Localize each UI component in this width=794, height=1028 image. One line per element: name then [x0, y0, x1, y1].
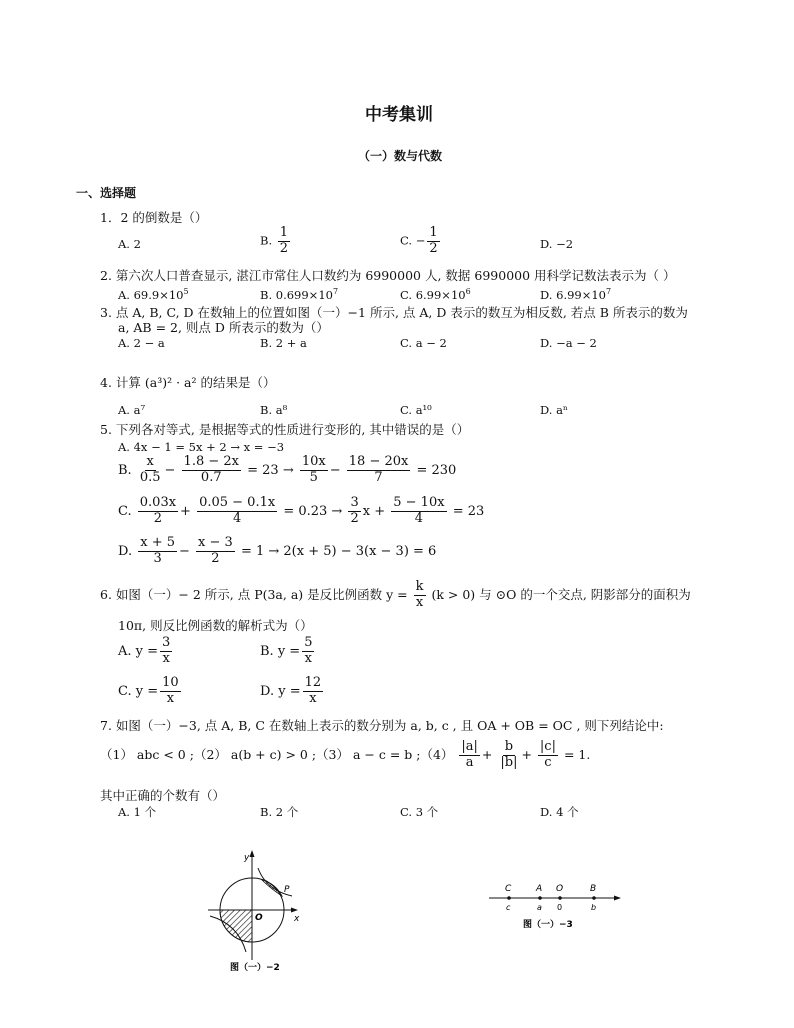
q5-option-b: B. $\frac{x}{0.5}$ − $\frac{1.8 - 2x}{0.7}$ = 23 → $\frac{10x}{5}$ − $\frac{18 - 20x}{7}$ = 230 [118, 454, 457, 485]
y-axis-arrow [250, 850, 255, 857]
label-O: O [556, 884, 564, 894]
value-a: a [537, 903, 542, 912]
x-label: x [294, 914, 300, 924]
shaded-region-lower-left [220, 910, 252, 942]
q4-stem: 4. 计算 (a³)² · a² 的结果是（） [100, 375, 276, 390]
label-B: B [590, 884, 597, 894]
value-c: c [506, 903, 511, 912]
q4-option-d: D. aⁿ [540, 403, 568, 417]
q3-option-b: B. 2 + a [260, 336, 307, 350]
q2-option-a: A. $69.9\times 10^5$ [118, 287, 189, 302]
q6-stem-line2: 10π, 则反比例函数的解析式为（） [118, 618, 313, 633]
point-a [538, 896, 542, 900]
figure-3-caption: 图（一）−3 [523, 920, 573, 930]
q7-stem-line3: 其中正确的个数有（） [100, 788, 226, 803]
q5-option-c: C. $\frac{0.03x}{2}$ + $\frac{0.05 - 0.1x}{4}$ = 0.23 → $\frac{3}{2}$ x + $\frac{5 - 10x}{4}$ = 23 [118, 495, 485, 526]
q2-option-d: D. $6.99\times 10^7$ [540, 287, 612, 302]
section-heading: 一、选择题 [76, 186, 137, 200]
x-axis-arrow [291, 908, 298, 913]
q7-option-b: B. 2 个 [260, 805, 299, 819]
q7-option-a: A. 1 个 [118, 805, 157, 819]
figure-number-line [485, 880, 625, 932]
q5-stem: 5. 下列各对等式, 是根据等式的性质进行变形的, 其中错误的是（） [100, 422, 470, 437]
q3-stem-line2: a, AB = 2, 则点 D 所表示的数为（） [118, 320, 329, 335]
q1-option-a: A. 2 [118, 237, 141, 251]
q7-stem-line2: （1） abc < 0 ;（2） a(b + c) > 0 ;（3） a − c = b ;（4） $\frac{|a|}{a}$ + $\frac{b}{|b|}$ + $\frac{|c|}{c}$ = 1. [100, 739, 591, 770]
q1-option-c: C. − $\frac{1}{2}$ [400, 225, 438, 256]
figure-circle-hyperbola [200, 848, 310, 978]
q3-option-d: D. −a − 2 [540, 336, 597, 350]
page-title: 中考集训 [365, 105, 433, 125]
value-b: b [591, 903, 597, 912]
q3-stem-line1: 3. 点 A, B, C, D 在数轴上的位置如图（一）−1 所示, 点 A, D 表示的数互为相反数, 若点 B 所表示的数为 [100, 305, 688, 320]
q5-option-a: A. 4x − 1 = 5x + 2 → x = −3 [118, 440, 285, 454]
q4-option-b: B. a⁸ [260, 403, 288, 417]
shaded-region-upper-right [262, 880, 282, 896]
q3-option-a: A. 2 − a [118, 336, 165, 350]
label-A: A [536, 884, 543, 894]
q5-option-d: D. $\frac{x + 5}{3}$ − $\frac{x - 3}{2}$ = 1 → 2(x + 5) − 3(x − 3) = 6 [118, 535, 437, 566]
q6-option-c: C. y = $\frac{10}{x}$ [118, 675, 179, 706]
value-0: 0 [557, 903, 563, 912]
point-b [592, 896, 596, 900]
q1-stem: 1．2 的倒数是（） [100, 210, 208, 225]
point-p-label: P [284, 885, 290, 895]
q6-option-d: D. y = $\frac{12}{x}$ [260, 675, 322, 706]
q1-option-d: D. −2 [540, 237, 574, 251]
number-line-arrow [614, 896, 621, 901]
q4-option-c: C. a¹⁰ [400, 403, 432, 417]
q1-option-b: B. $\frac{1}{2}$ [260, 225, 289, 256]
q2-option-c: C. $6.99\times 10^6$ [400, 287, 471, 302]
q7-stem-line1: 7. 如图（一）−3, 点 A, B, C 在数轴上表示的数分别为 a, b, c , 且 OA + OB = OC , 则下列结论中: [100, 718, 664, 733]
point-c [507, 896, 511, 900]
y-label: y [244, 853, 250, 863]
q3-option-c: C. a − 2 [400, 336, 447, 350]
origin-label: O [255, 913, 263, 923]
point-o [558, 896, 562, 900]
label-C: C [505, 884, 512, 894]
page-subtitle: （一）数与代数 [358, 149, 443, 163]
q7-option-c: C. 3 个 [400, 805, 439, 819]
figure-2-caption: 图（一）−2 [230, 963, 280, 973]
q7-option-d: D. 4 个 [540, 805, 579, 819]
q6-option-a: A. y = $\frac{3}{x}$ [118, 635, 171, 666]
q2-stem: 2. 第六次人口普查显示, 湛江市常住人口数约为 6990000 人, 数据 6990000 用科学记数法表示为（ ） [100, 268, 676, 283]
q2-option-b: B. $0.699\times 10^7$ [260, 287, 339, 302]
q6-stem-line1: 6. 如图（一）− 2 所示, 点 P(3a, a) 是反比例函数 y = $\frac{k}{x}$ (k > 0) 与 ⊙O 的一个交点, 阴影部分的面积为 [100, 579, 691, 610]
q6-option-b: B. y = $\frac{5}{x}$ [260, 635, 313, 666]
q4-option-a: A. a⁷ [118, 403, 146, 417]
